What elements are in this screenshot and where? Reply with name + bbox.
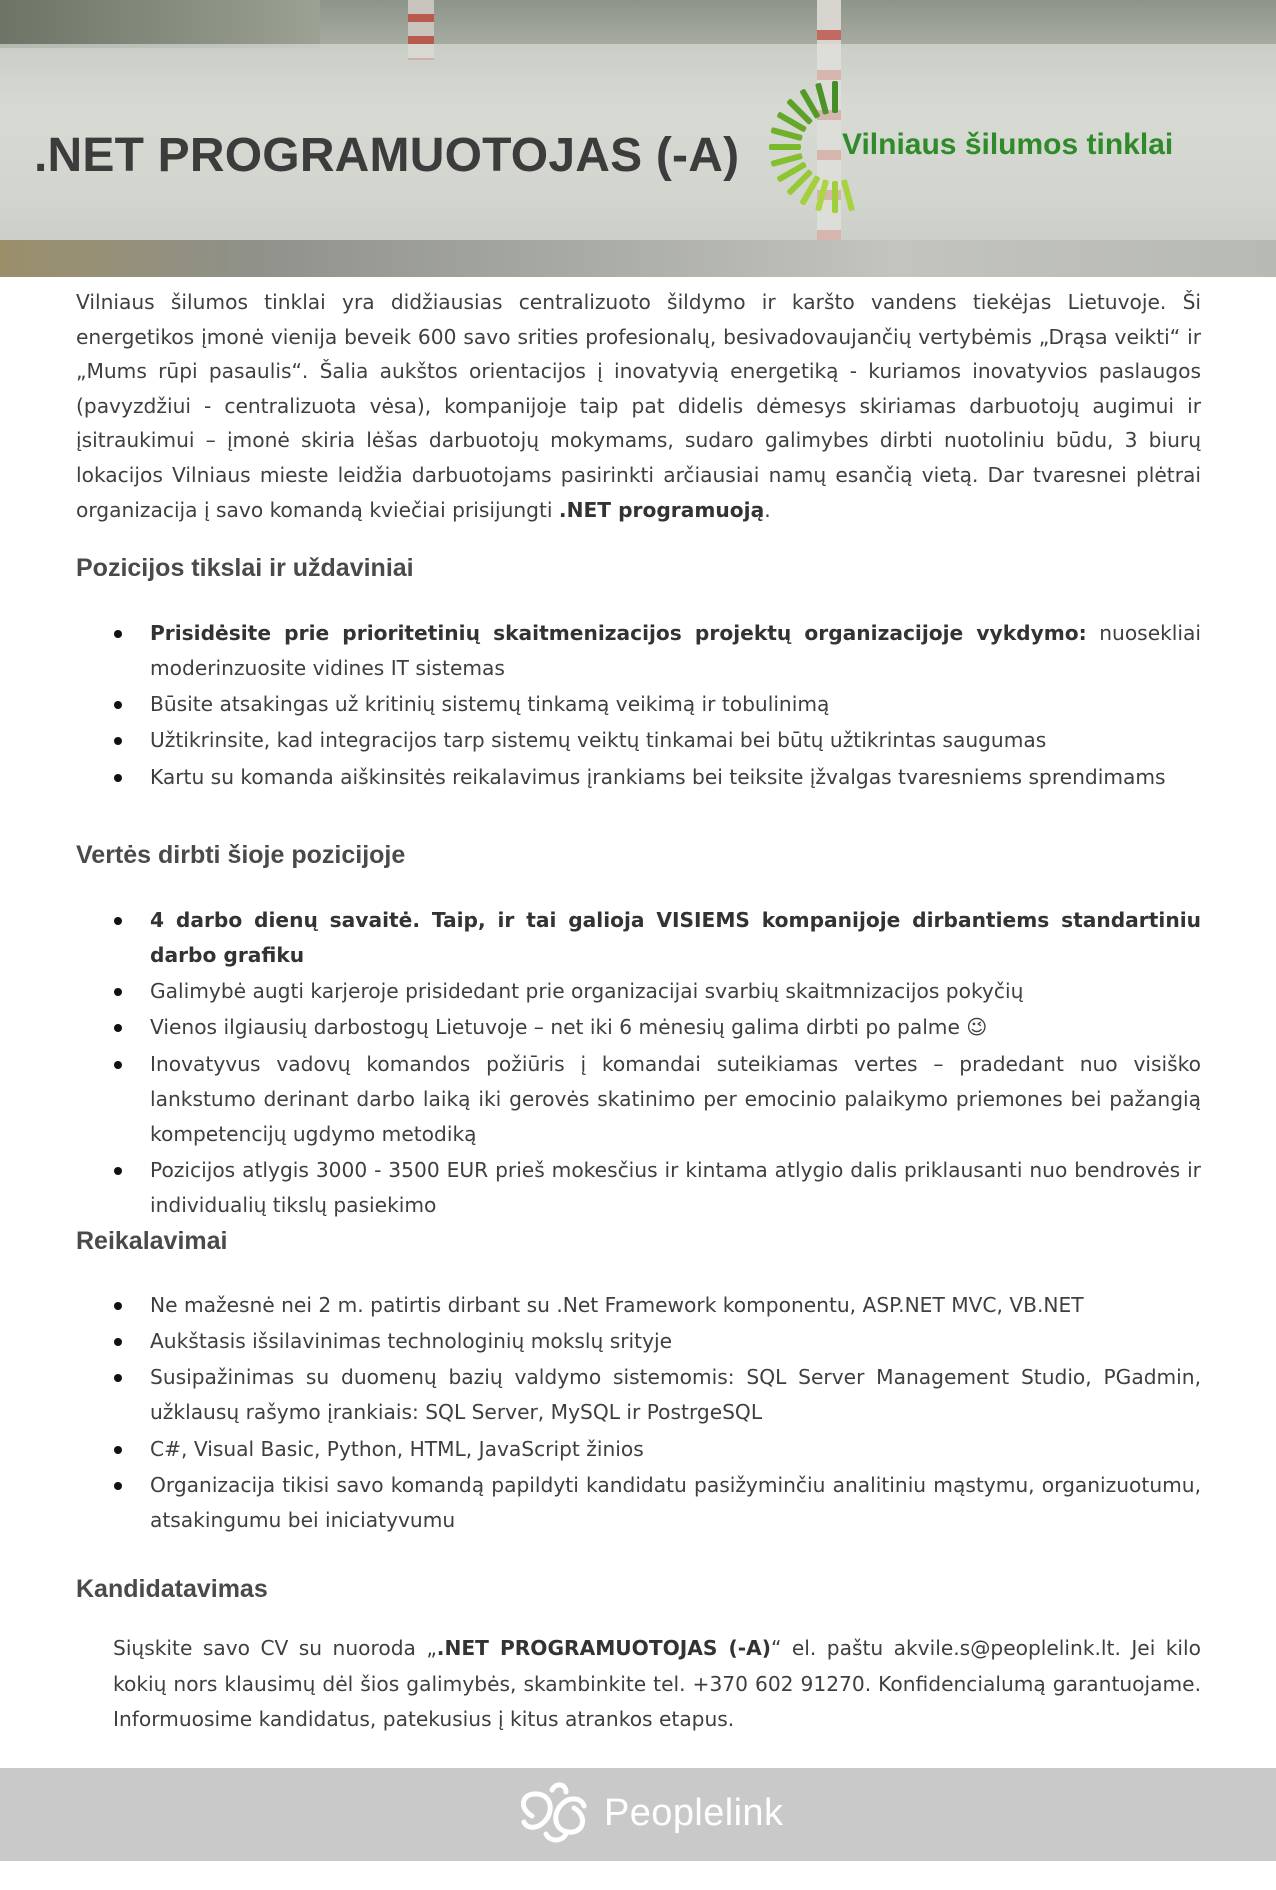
bullet-icon [114,1446,122,1454]
list-item [76,616,1201,686]
goals-list [76,616,1201,796]
bullet-icon [114,988,122,996]
bullet-icon [114,737,122,745]
list-item-text: nuosekliai moderinzuosite vidines IT sistemas [150,621,1202,680]
list-item [76,1360,1201,1430]
header-banner [0,0,1276,277]
bullet-icon [114,1167,122,1175]
heading-application: Kandidatavimas [76,1575,268,1603]
application-text: Siųskite savo CV su nuoroda „ [113,1636,437,1660]
background-buildings [0,240,1276,277]
intro-section [76,285,1201,527]
list-item-text: Ne mažesnė nei 2 m. patirtis dirbant su .Net Framework komponentu, ASP.NET MVC, VB.NET [150,1293,1084,1317]
list-item-text: Būsite atsakingas už kritinių sistemų tinkamą veikimą ir tobulinimą [150,692,830,717]
list-item-text: Kartu su komanda aiškinsitės reikalavimus įrankiams bei teiksite įžvalgas tvaresniems sprendimams [150,764,1166,789]
list-item [76,903,1201,973]
heading-goals: Pozicijos tikslai ir uždaviniai [76,554,414,582]
bullet-icon [114,1482,122,1490]
list-item [76,1047,1201,1152]
list-item-text: Užtikrinsite, kad integracijos tarp sistemų veiktų tinkamai bei būtų užtikrintas saugumas [150,728,1047,753]
bullet-icon [114,701,122,709]
list-item [76,723,1201,758]
list-item [76,1010,1201,1045]
peoplelink-logo-icon [512,1778,598,1848]
bullet-icon [114,1061,122,1069]
values-list [76,903,1201,1224]
requirements-list [76,1288,1201,1539]
list-item-text: Aukštasis išsilavinimas technologinių mokslų srityje [150,1329,673,1354]
intro-text-end: . [764,497,771,522]
page-title: .NET PROGRAMUOTOJAS (-A) [34,129,740,182]
list-item [76,1432,1201,1467]
bullet-icon [114,1374,122,1382]
list-item-text: Organizacija tikisi savo komandą papildyti kandidatu pasižyminčiu analitiniu mąstymu, organizuotumu, atsakingumu bei iniciatyvumu [150,1472,1201,1532]
bullet-icon [114,917,122,925]
list-item-text: Vienos ilgiausių darbostogų Lietuvoje – net iki 6 mėnesių galima dirbti po palme 😉 [150,1015,988,1040]
list-item [76,1288,1201,1323]
bullet-icon [114,1024,122,1032]
list-item-text: Inovatyvus vadovų komandos požiūris į komandai suteikiamas vertes – pradedant nuo visiško lankstumo derinant darbo laiką iki gerovės skatinimo per emocinio palaikymo priemones bei pažangią kompetencijų ugdymo metodiką [150,1051,1201,1146]
intro-bold-text: .NET programuoją [558,497,765,522]
background-trees [0,0,320,48]
list-item-bold: Prisidėsite prie prioritetinių skaitmenizacijos projektų organizacijoje vykdymo: [150,621,1087,645]
list-item [76,1153,1201,1223]
intro-paragraph [76,285,1201,527]
list-item-text: C#, Visual Basic, Python, HTML, JavaScript žinios [150,1436,644,1461]
bullet-icon [114,1338,122,1346]
list-item [76,760,1201,795]
heading-requirements: Reikalavimai [76,1227,228,1255]
application-paragraph [113,1631,1201,1738]
intro-text: Vilniaus šilumos tinklai yra didžiausias centralizuoto šildymo ir karšto vandens tiekėjas Lietuvoje. Ši energetikos įmonė vienija beveik 600 savo srities profesionalų, besivadovaujančių vertybėmis „Drąsa veikti“ ir „Mums rūpi pasaulis“. Šalia aukštos orientacijos į inovatyvią energetiką - kuriamos inovatyvios paslaugos (pavyzdžiui - centralizuota vėsa), kompanijoje taip pat didelis dėmesys skiriamas darbuotojų augimui ir įsitraukimui – įmonė skiria lėšas darbuotojų mokymams, sudaro galimybes dirbti nuotoliniu būdu, 3 biurų lokacijos Vilniaus mieste leidžia darbuotojams pasirinkti arčiausiai namų esančią vietą. Dar tvaresnei plėtrai organizacija į savo komandą kviečiai prisijungti [76,290,1201,522]
bullet-icon [114,774,122,782]
footer-brand: Peoplelink [604,1792,784,1834]
list-item-bold: 4 darbo dienų savaitė. Taip, ir tai galioja VISIEMS kompanijoje dirbantiems standartiniu darbo grafiku [150,908,1201,967]
list-item [76,1468,1201,1538]
list-item [76,974,1201,1009]
application-bold-text: .NET PROGRAMUOTOJAS (-A) [436,1636,771,1660]
application-text-end: “ el. paštu akvile.s@peoplelink.lt. Jei kilo kokių nors klausimų dėl šios galimybės, skambinkite tel. +370 602 91270. Konfidencialumą garantuojame. Informuosime kandidatus, patekusius į kitus atrankos etapus. [113,1636,1201,1731]
list-item-text: Galimybė augti karjeroje prisidedant prie organizacijai svarbių skaitmnizacijos pokyčių [150,979,1024,1004]
list-item [76,687,1201,722]
list-item-text: Susipažinimas su duomenų bazių valdymo sistemomis: SQL Server Management Studio, PGadmin, užklausų rašymo įrankiais: SQL Server, MySQL ir PostrgeSQL [150,1365,1201,1425]
list-item-text: Pozicijos atlygis 3000 - 3500 EUR prieš mokesčius ir kintama atlygio dalis priklausanti nuo bendrovės ir individualių tikslų pasiekimo [150,1157,1201,1217]
bullet-icon [114,1302,122,1310]
bullet-icon [114,630,122,638]
list-item [76,1324,1201,1359]
heading-values: Vertės dirbti šioje pozicijoje [76,841,406,869]
company-logo-text: Vilniaus šilumos tinklai [842,128,1174,161]
